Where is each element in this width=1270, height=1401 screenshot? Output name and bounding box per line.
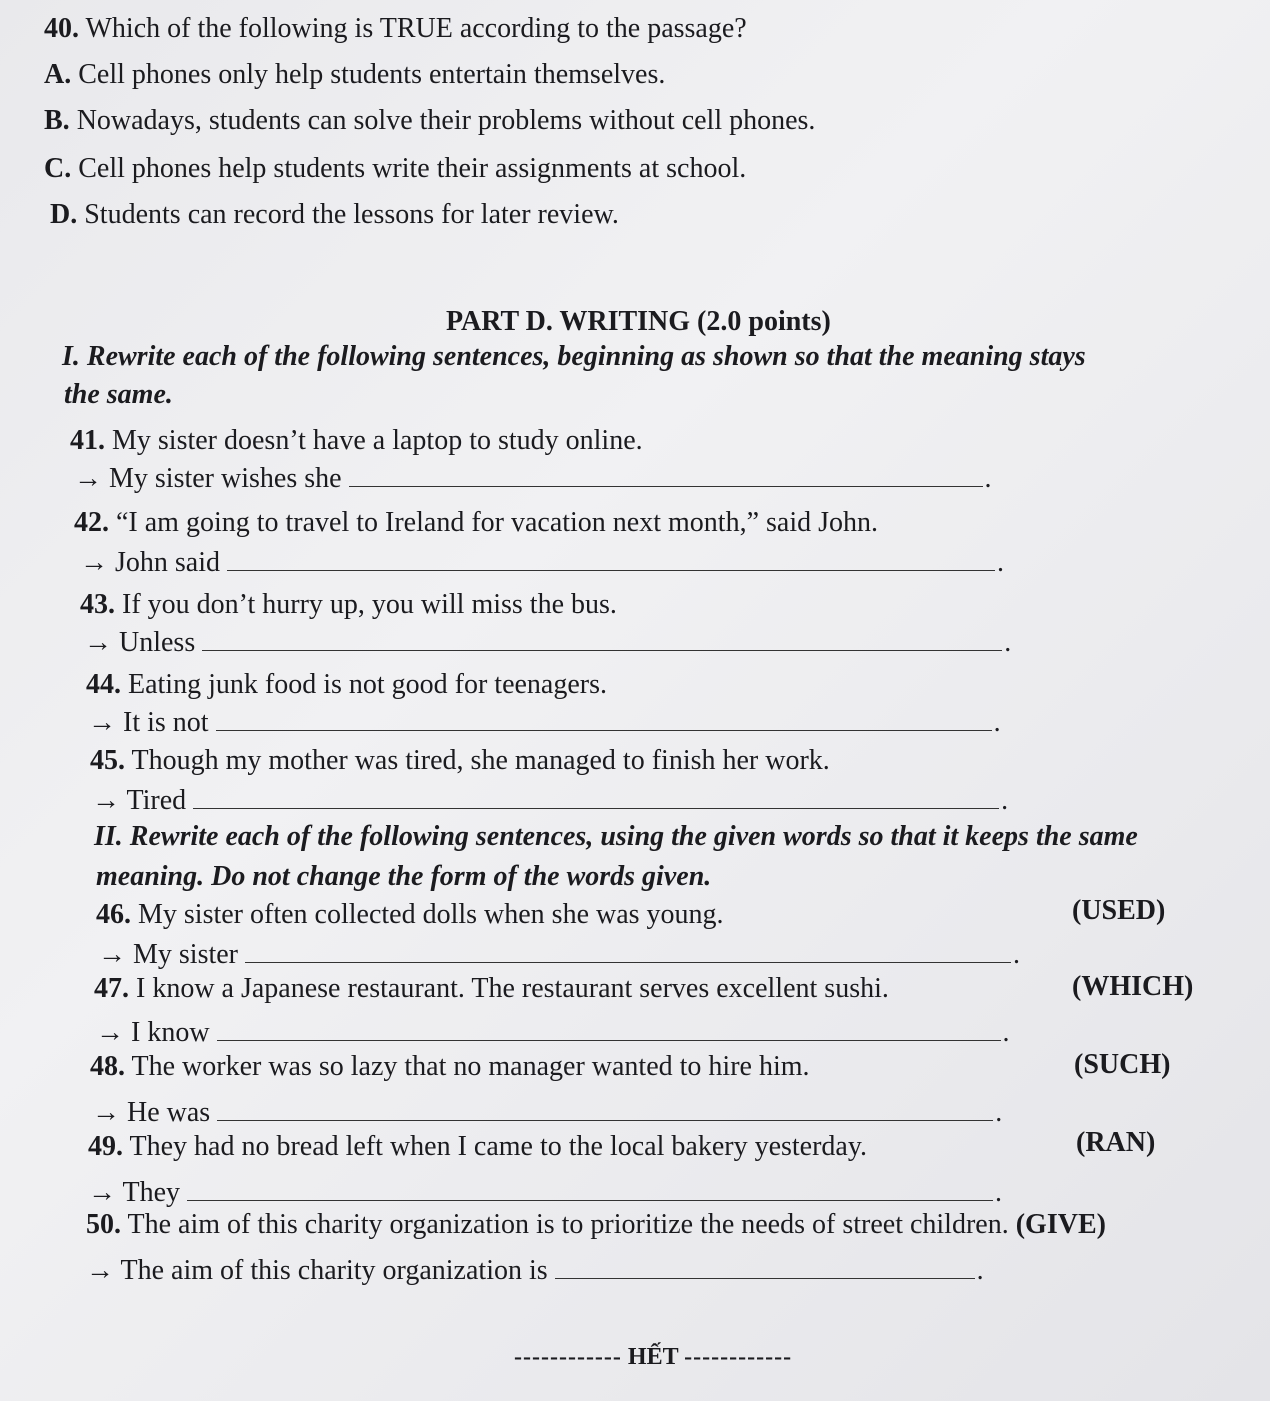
item-number: 47. <box>94 973 129 1004</box>
period: . <box>995 1177 1003 1208</box>
section-2-instruction-cont: meaning. Do not change the form of the words given. <box>96 861 712 892</box>
item-number: 50. <box>86 1209 121 1240</box>
answer-row-44 <box>88 706 1001 740</box>
end-label: HẾT <box>627 1344 679 1370</box>
keyword-49: (RAN) <box>1076 1127 1156 1158</box>
dashes-right: ------------ <box>684 1344 793 1370</box>
option-text: Students can record the lessons for later review. <box>84 199 619 230</box>
answer-blank[interactable] <box>216 716 992 731</box>
item-sentence: The worker was so lazy that no manager wanted to hire him. <box>131 1051 810 1082</box>
option-text: Cell phones only help students entertain themselves. <box>78 59 666 90</box>
item-sentence: My sister doesn’t have a laptop to study online. <box>112 425 643 456</box>
period: . <box>984 463 992 494</box>
period: . <box>993 707 1001 738</box>
end-marker <box>514 1340 792 1374</box>
item-43 <box>80 588 617 622</box>
answer-row-47 <box>96 1016 1010 1050</box>
answer-row-43 <box>84 626 1011 660</box>
question-number: 40. <box>44 13 79 44</box>
item-sentence: My sister often collected dolls when she was young. <box>138 899 724 930</box>
answer-row-45 <box>92 784 1008 818</box>
answer-blank[interactable] <box>217 1026 1001 1041</box>
item-47 <box>94 972 889 1006</box>
option-text: Nowadays, students can solve their problems without cell phones. <box>76 105 816 136</box>
section-1-instruction-cont: the same. <box>64 379 173 410</box>
item-41 <box>70 424 643 458</box>
item-sentence: They had no bread left when I came to the local bakery yesterday. <box>129 1131 868 1162</box>
answer-blank[interactable] <box>555 1264 975 1279</box>
answer-row-41 <box>74 462 992 496</box>
question-40 <box>44 12 747 46</box>
item-48 <box>90 1050 810 1084</box>
option-c <box>44 152 746 186</box>
item-50 <box>86 1208 1106 1242</box>
answer-prompt: → Unless <box>84 627 196 658</box>
item-45 <box>90 744 830 778</box>
period: . <box>1002 1017 1010 1048</box>
answer-row-42 <box>80 546 1004 580</box>
period: . <box>976 1255 984 1286</box>
period: . <box>997 547 1004 578</box>
answer-blank[interactable] <box>217 1106 993 1121</box>
option-b <box>44 104 815 138</box>
answer-row-49 <box>88 1176 1002 1210</box>
keyword-50: (GIVE) <box>1015 1209 1106 1240</box>
answer-prompt: → John said <box>80 547 220 578</box>
dashes-left: ------------ <box>514 1344 622 1370</box>
option-d <box>50 198 619 232</box>
item-44 <box>86 668 607 702</box>
answer-row-50 <box>86 1254 984 1288</box>
period: . <box>995 1097 1003 1128</box>
item-number: 49. <box>88 1131 123 1162</box>
answer-blank[interactable] <box>245 948 1011 963</box>
item-sentence: I know a Japanese restaurant. The restaurant serves excellent sushi. <box>136 973 889 1004</box>
option-letter: A. <box>44 59 72 90</box>
option-letter: B. <box>44 105 70 136</box>
keyword-46: (USED) <box>1072 895 1166 926</box>
answer-prompt: → My sister <box>98 939 238 970</box>
item-49 <box>88 1130 867 1164</box>
answer-prompt: → He was <box>92 1097 211 1128</box>
section-1-instruction: I. Rewrite each of the following sentences, beginning as shown so that the meaning stays <box>62 341 1086 372</box>
item-sentence: Though my mother was tired, she managed to finish her work. <box>131 745 830 776</box>
item-42 <box>74 506 878 540</box>
option-a <box>44 58 665 92</box>
item-number: 41. <box>70 425 105 456</box>
question-text: Which of the following is TRUE according to the passage? <box>85 13 747 44</box>
answer-row-46 <box>98 938 1020 972</box>
item-sentence: Eating junk food is not good for teenagers. <box>128 669 608 700</box>
period: . <box>1001 785 1009 816</box>
item-sentence: If you don’t hurry up, you will miss the bus. <box>122 589 617 620</box>
option-letter: C. <box>44 153 72 184</box>
answer-blank[interactable] <box>227 556 995 571</box>
item-sentence: “I am going to travel to Ireland for vacation next month,” said John. <box>116 507 879 538</box>
period: . <box>1004 627 1012 658</box>
period: . <box>1013 939 1020 970</box>
item-number: 43. <box>80 589 115 620</box>
option-text: Cell phones help students write their assignments at school. <box>78 153 747 184</box>
item-number: 48. <box>90 1051 125 1082</box>
answer-prompt: → I know <box>96 1017 210 1048</box>
answer-blank[interactable] <box>187 1186 993 1201</box>
item-number: 44. <box>86 669 121 700</box>
part-d-title: PART D. WRITING (2.0 points) <box>446 306 831 337</box>
answer-blank[interactable] <box>193 794 999 809</box>
item-number: 42. <box>74 507 109 538</box>
keyword-48: (SUCH) <box>1074 1049 1171 1080</box>
section-2-instruction: II. Rewrite each of the following sentences, using the given words so that it keeps the same <box>94 821 1138 852</box>
item-number: 45. <box>90 745 125 776</box>
keyword-47: (WHICH) <box>1072 971 1194 1002</box>
answer-prompt: → The aim of this charity organization is <box>86 1255 548 1286</box>
answer-prompt: → It is not <box>88 707 209 738</box>
item-number: 46. <box>96 899 131 930</box>
answer-prompt: → Tired <box>92 785 187 816</box>
answer-blank[interactable] <box>349 472 983 487</box>
option-letter: D. <box>50 199 78 230</box>
item-sentence: The aim of this charity organization is to prioritize the needs of street children. <box>127 1209 1009 1240</box>
answer-row-48 <box>92 1096 1002 1130</box>
answer-blank[interactable] <box>202 636 1002 651</box>
answer-prompt: → They <box>88 1177 181 1208</box>
item-46 <box>96 898 724 932</box>
answer-prompt: → My sister wishes she <box>74 463 342 494</box>
